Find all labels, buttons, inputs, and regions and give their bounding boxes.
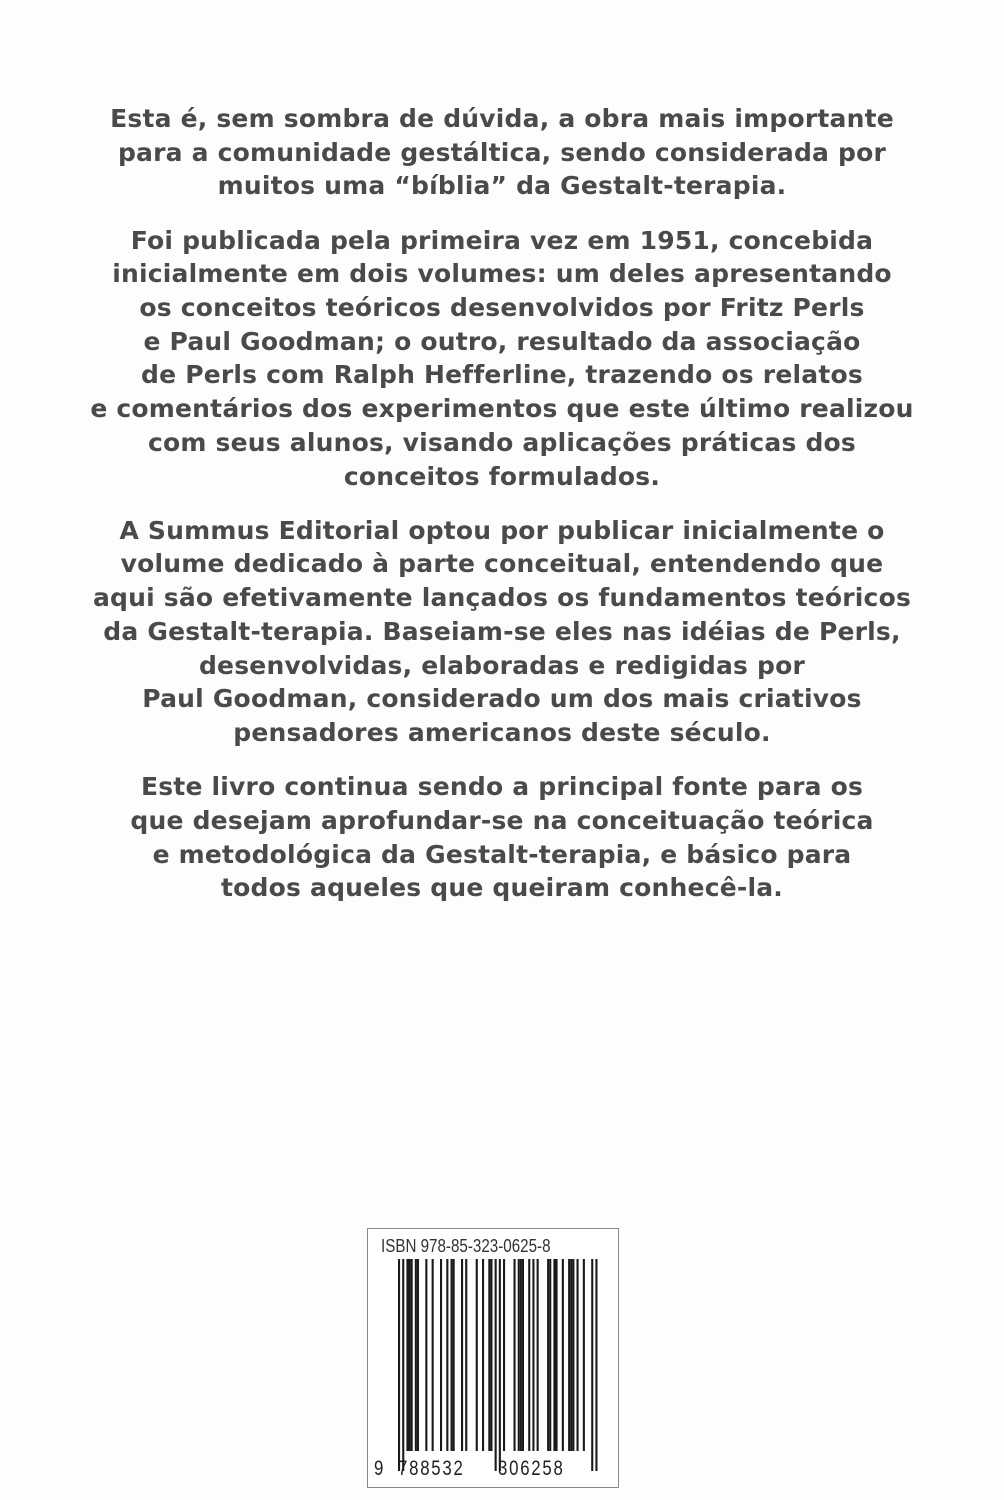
blurb-line: da Gestalt-terapia. Baseiam-se eles nas idéias de Perls, [103,616,901,646]
blurb-line: e Paul Goodman; o outro, resultado da associação [143,326,861,356]
barcode-bar [547,1259,549,1451]
barcode-bar [549,1259,551,1451]
blurb-line: Esta é, sem sombra de dúvida, a obra mais importante [110,104,894,133]
barcode-bar [553,1259,555,1451]
barcode-digit-first: 9 [374,1457,385,1480]
blurb-line: que desejam aprofundar-se na conceituação teórica [130,805,874,835]
barcode-bar [577,1259,579,1451]
barcode-bar [482,1259,484,1451]
barcode-bar [522,1259,524,1451]
blurb-line: com seus alunos, visando aplicações práticas dos [147,427,856,457]
barcode-digits-left: 788532 [398,1457,465,1480]
barcode-bar [570,1259,572,1451]
barcode-bar [499,1259,501,1471]
blurb-line: Paul Goodman, considerado um dos mais criativos [142,684,862,714]
barcode-bar [532,1259,534,1451]
blurb-line: inicialmente em dois volumes: um deles apresentando [112,259,892,289]
barcode-bar [514,1259,516,1451]
back-cover-blurb [0,102,1004,925]
barcode-bar [528,1259,530,1451]
barcode-bar [453,1259,455,1451]
isbn-barcode-box [367,1228,619,1488]
barcode-bar [409,1259,411,1451]
barcode-icon [368,1229,620,1489]
barcode-bar [556,1259,558,1451]
blurb-line: volume dedicado à parte conceitual, entendendo que [120,549,884,579]
barcode-bar [568,1259,570,1451]
barcode-bar [488,1259,490,1451]
barcode-bar [440,1259,442,1451]
barcode-bar [537,1259,539,1451]
blurb-paragraph-3 [0,514,1004,750]
barcode-bar [432,1259,434,1451]
barcode-bar [446,1259,448,1451]
blurb-line: Foi publicada pela primeira vez em 1951, concebida [130,225,874,255]
blurb-line: para a comunidade gestáltica, sendo considerada por [117,137,887,167]
barcode-bar [465,1259,467,1451]
barcode-bar [572,1259,574,1451]
blurb-line: Este livro continua sendo a principal fonte para os [140,772,864,802]
barcode-bar [595,1259,597,1471]
blurb-paragraph-1 [0,102,1004,203]
barcode-bar [398,1259,400,1471]
barcode-bar [451,1259,453,1451]
blurb-line: desenvolvidas, elaboradas e redigidas por [198,650,806,680]
barcode-bar [425,1259,427,1451]
blurb-line: aqui são efetivamente lançados os fundamentos teóricos [92,583,912,613]
barcode-bar [417,1259,419,1451]
barcode-digits [374,1457,566,1483]
blurb-line: conceitos formulados. [343,461,661,491]
blurb-paragraph-2 [0,224,1004,494]
blurb-line: A Summus Editorial optou por publicar inicialmente o [119,515,885,545]
blurb-line: muitos uma “bíblia” da Gestalt-terapia. [217,171,787,201]
barcode-bar [562,1259,564,1451]
barcode-bar [518,1259,520,1451]
barcode-bar [583,1259,585,1451]
barcode-bar [591,1259,593,1471]
blurb-line: os conceitos teóricos desenvolvidos por Fritz Perls [139,293,865,323]
blurb-line: pensadores americanos deste século. [233,717,771,747]
barcode-digits-right: 306258 [498,1457,565,1480]
blurb-line: e metodológica da Gestalt-terapia, e básico para [152,839,852,869]
barcode-bar [476,1259,478,1451]
barcode-bar [461,1259,463,1451]
barcode-bar [503,1259,505,1451]
isbn-label: ISBN 978-85-323-0625-8 [381,1235,551,1256]
blurb-line: todos aqueles que queiram conhecê-la. [221,873,783,903]
barcode-bar [490,1259,492,1451]
barcode-bar [495,1259,497,1471]
barcode-bar [406,1259,408,1451]
blurb-line: e comentários dos experimentos que este último realizou [90,394,914,424]
barcode-bar [415,1259,417,1451]
barcode-bar [402,1259,404,1471]
blurb-paragraph-4 [0,770,1004,905]
barcode-bar [520,1259,522,1451]
barcode-bar [411,1259,413,1451]
blurb-line: de Perls com Ralph Hefferline, trazendo os relatos [141,360,863,390]
